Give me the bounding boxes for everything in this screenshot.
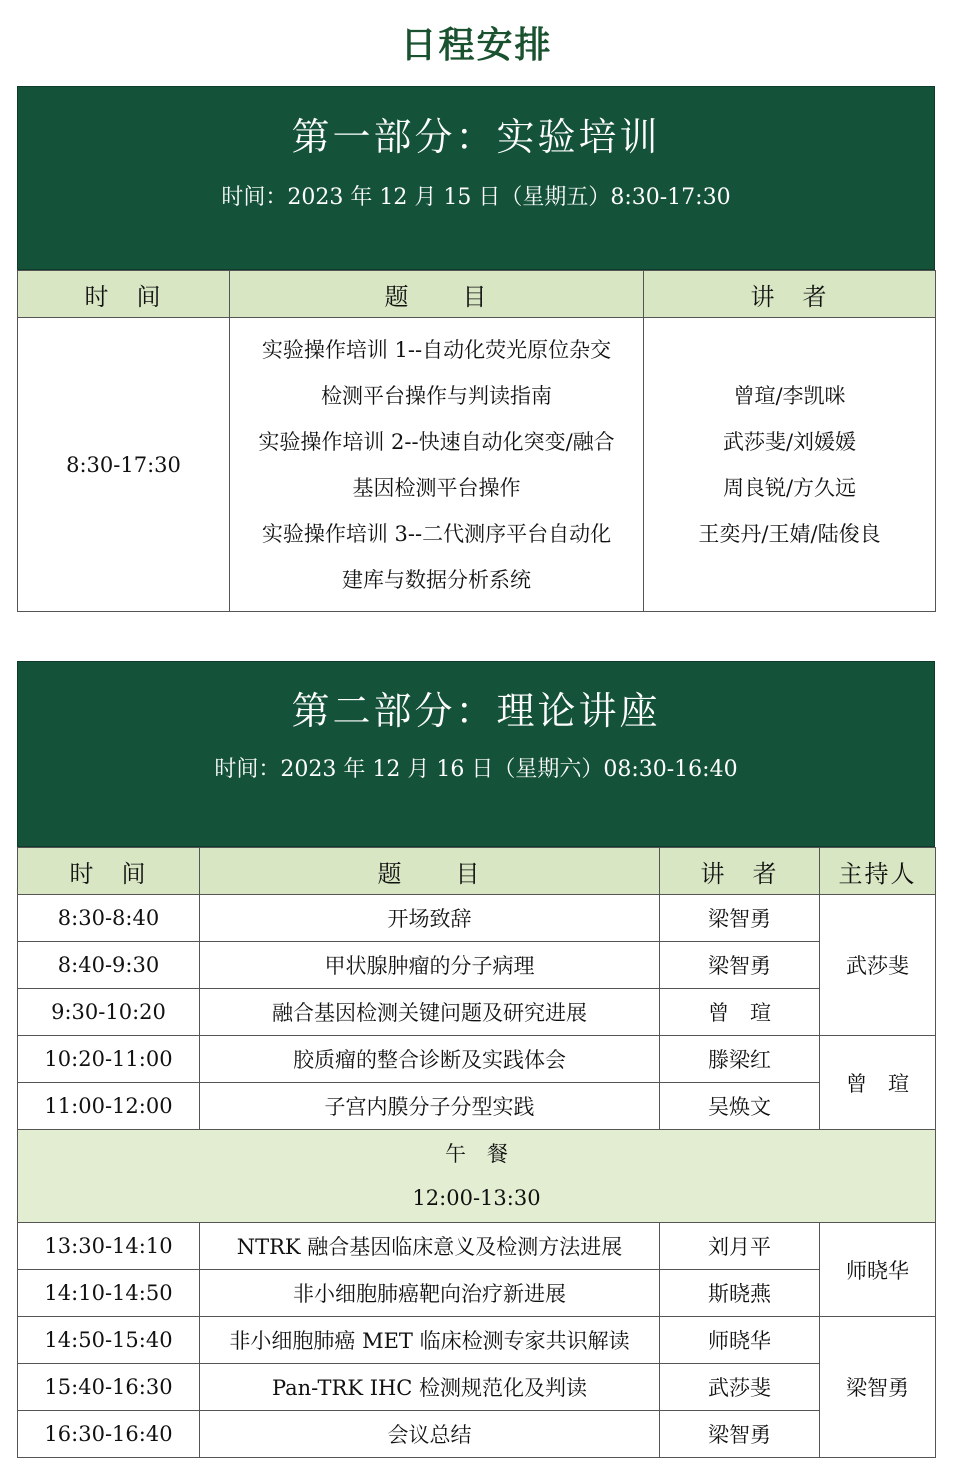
header-time: 时 间 [18, 271, 230, 318]
row-time: 11:00-12:00 [18, 1083, 200, 1130]
table-row [18, 895, 936, 942]
table-row [18, 1036, 936, 1083]
part2-title: 第二部分：理论讲座 [291, 689, 661, 733]
row-time: 8:40-9:30 [18, 942, 200, 989]
lunch-row [18, 1130, 936, 1223]
row-speaker: 梁智勇 [660, 895, 820, 942]
row-host: 梁智勇 [820, 1317, 936, 1458]
row-time: 14:50-15:40 [18, 1317, 200, 1364]
row-topic: 融合基因检测关键问题及研究进展 [200, 989, 660, 1036]
row-time: 9:30-10:20 [18, 989, 200, 1036]
row-speaker: 梁智勇 [660, 942, 820, 989]
table-row [18, 1411, 936, 1458]
part2-banner [17, 661, 935, 847]
row-host: 武莎斐 [820, 895, 936, 1036]
header-time: 时 间 [18, 848, 200, 895]
header-speaker: 讲 者 [644, 271, 936, 318]
row-speakers [644, 318, 936, 612]
row-speaker: 滕梁红 [660, 1036, 820, 1083]
row-topic: 开场致辞 [200, 895, 660, 942]
table-row [18, 942, 936, 989]
part2-time: 时间：2023 年 12 月 16 日（星期六）08:30-16:40 [214, 757, 738, 782]
header-host: 主持人 [820, 848, 936, 895]
row-topic: 甲状腺肿瘤的分子病理 [200, 942, 660, 989]
part1-title: 第一部分：实验培训 [291, 115, 661, 159]
row-host: 曾 瑄 [820, 1036, 936, 1130]
part2-header-row [18, 848, 936, 895]
lunch-label: 午 餐 [445, 1142, 508, 1166]
table-row [18, 318, 936, 612]
header-topic: 题 目 [200, 848, 660, 895]
topic-line: 实验操作培训 1--自动化荧光原位杂交 [261, 337, 612, 362]
row-topic: 胶质瘤的整合诊断及实践体会 [200, 1036, 660, 1083]
row-speaker: 刘月平 [660, 1223, 820, 1270]
row-time: 16:30-16:40 [18, 1411, 200, 1458]
row-time: 10:20-11:00 [18, 1036, 200, 1083]
header-topic: 题 目 [230, 271, 644, 318]
row-topic: 非小细胞肺癌靶向治疗新进展 [200, 1270, 660, 1317]
part2-section [17, 661, 935, 1458]
topic-line: 基因检测平台操作 [352, 475, 521, 500]
table-row [18, 989, 936, 1036]
row-speaker: 斯晓燕 [660, 1270, 820, 1317]
part2-table [17, 847, 936, 1458]
part1-section [17, 86, 935, 612]
row-time: 15:40-16:30 [18, 1364, 200, 1411]
row-speaker: 吴焕文 [660, 1083, 820, 1130]
row-topics [230, 318, 644, 612]
part1-header-row [18, 271, 936, 318]
topic-line: 检测平台操作与判读指南 [321, 383, 552, 408]
table-row [18, 1364, 936, 1411]
part1-time: 时间：2023 年 12 月 15 日（星期五）8:30-17:30 [221, 185, 731, 210]
row-time: 13:30-14:10 [18, 1223, 200, 1270]
lunch-cell [18, 1130, 936, 1223]
table-row [18, 1270, 936, 1317]
topic-line: 实验操作培训 3--二代测序平台自动化 [261, 521, 612, 546]
row-time: 8:30-17:30 [18, 318, 230, 612]
page-title: 日程安排 [400, 25, 553, 66]
row-topic: 子宫内膜分子分型实践 [200, 1083, 660, 1130]
speaker-line: 王奕丹/王婧/陆俊良 [698, 521, 881, 546]
row-host: 师晓华 [820, 1223, 936, 1317]
lunch-time: 12:00-13:30 [412, 1186, 541, 1210]
speaker-line: 周良锐/方久远 [722, 475, 857, 500]
speaker-line: 曾瑄/李凯咪 [733, 383, 846, 408]
topic-line: 建库与数据分析系统 [342, 567, 531, 592]
table-row [18, 1083, 936, 1130]
row-speaker: 梁智勇 [660, 1411, 820, 1458]
row-time: 14:10-14:50 [18, 1270, 200, 1317]
table-row [18, 1317, 936, 1364]
part1-banner [17, 86, 935, 270]
topic-line: 实验操作培训 2--快速自动化突变/融合 [258, 429, 615, 454]
row-topic: NTRK 融合基因临床意义及检测方法进展 [200, 1223, 660, 1270]
row-topic: Pan-TRK IHC 检测规范化及判读 [200, 1364, 660, 1411]
speaker-line: 武莎斐/刘媛媛 [722, 429, 857, 454]
header-speaker: 讲 者 [660, 848, 820, 895]
row-time: 8:30-8:40 [18, 895, 200, 942]
row-speaker: 师晓华 [660, 1317, 820, 1364]
row-speaker: 曾 瑄 [660, 989, 820, 1036]
table-row [18, 1223, 936, 1270]
part1-table [17, 270, 936, 612]
row-topic: 非小细胞肺癌 MET 临床检测专家共识解读 [200, 1317, 660, 1364]
row-speaker: 武莎斐 [660, 1364, 820, 1411]
row-topic: 会议总结 [200, 1411, 660, 1458]
